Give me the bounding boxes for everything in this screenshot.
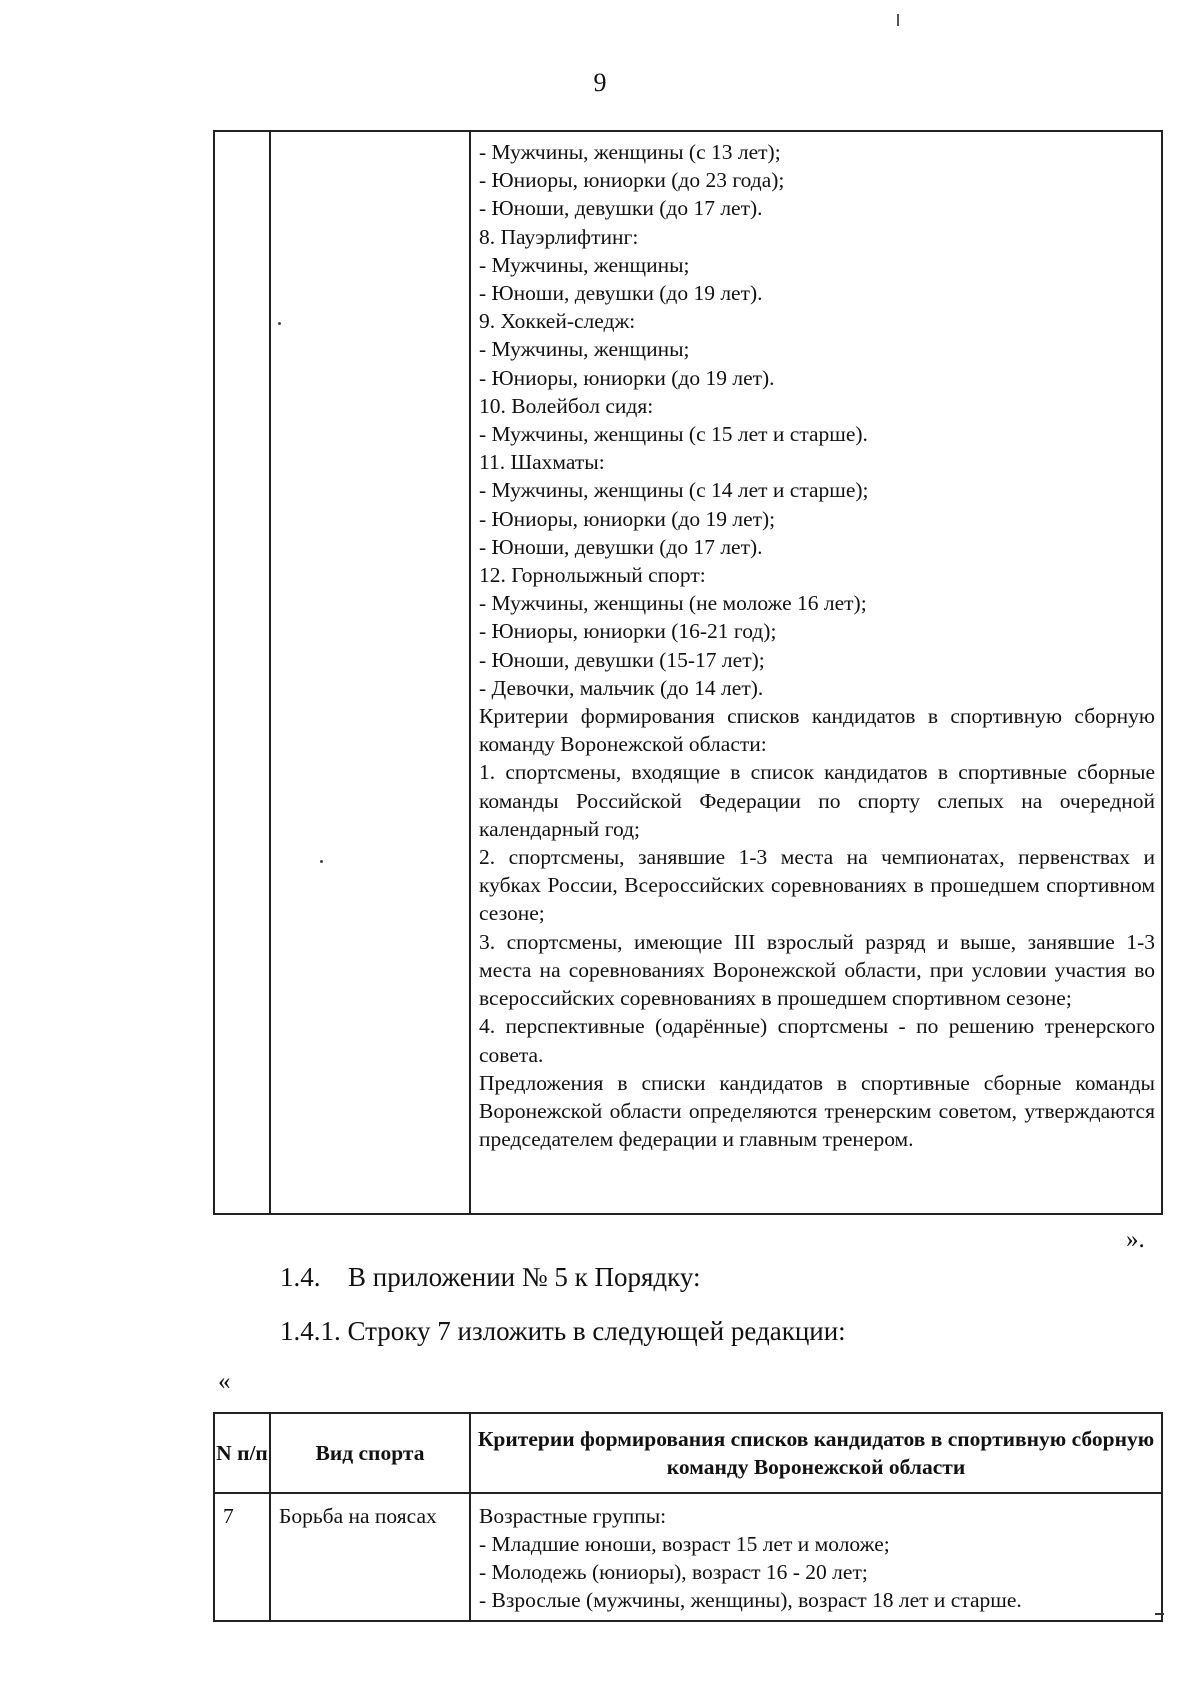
header-sport: Вид спорта: [270, 1413, 470, 1493]
clause-number: 1.4.: [280, 1262, 321, 1292]
text-line: 9. Хоккей-следж:: [479, 309, 636, 334]
table-row: [214, 131, 1162, 1214]
text-line: - Юноши, девушки (15-17 лет);: [479, 647, 765, 672]
text-line: - Юноши, девушки (до 17 лет).: [479, 196, 763, 221]
row-sport: Борьба на поясах: [270, 1493, 470, 1621]
header-criteria: Критерии формирования списков кандидатов в спортивную сборную команду Воронежской области: [470, 1413, 1162, 1493]
scan-mark: [1155, 1613, 1164, 1615]
criteria-item-3: 3. спортсмены, имеющие III взрослый разряд и выше, занявшие 1-3 места на соревнованиях Воронежской области, при условии участия во всероссийских соревнованиях в прошедшем спортивном сезоне;: [479, 929, 1155, 1011]
text-line: - Мужчины, женщины;: [479, 252, 690, 277]
text-line: - Мужчины, женщины (с 14 лет и старше);: [479, 478, 869, 503]
text-line: - Мужчины, женщины;: [479, 337, 690, 362]
text-line: - Девочки, мальчик (до 14 лет).: [479, 675, 764, 700]
text-line: - Юниоры, юниорки (16-21 год);: [479, 619, 777, 644]
proposals-paragraph: Предложения в списки кандидатов в спортивные сборные команды Воронежской области определяются тренерским советом, утверждаются председателем федерации и главным тренером.: [479, 1070, 1155, 1152]
text-line: - Мужчины, женщины (не моложе 16 лет);: [479, 591, 867, 616]
table-header-row: [214, 1413, 1162, 1493]
text-line: - Юноши, девушки (до 19 лет).: [479, 281, 763, 306]
criteria-table-row7: [213, 1412, 1163, 1622]
text-line: 11. Шахматы:: [479, 450, 605, 475]
criteria-item-4: 4. перспективные (одарённые) спортсмены - по решению тренерского совета.: [479, 1014, 1155, 1067]
text-line: 10. Волейбол сидя:: [479, 393, 654, 418]
row-number: 7: [214, 1493, 270, 1621]
criteria-intro: Критерии формирования списков кандидатов в спортивную сборную команду Воронежской области:: [479, 704, 1155, 757]
text-line: - Юниоры, юниорки (до 23 года);: [479, 168, 785, 193]
header-number: N п/п: [214, 1413, 270, 1493]
sport-cell: [270, 131, 470, 1214]
text-line: - Мужчины, женщины (с 15 лет и старше).: [479, 422, 868, 447]
text-line: 8. Пауэрлифтинг:: [479, 224, 639, 249]
row-criteria: [470, 1493, 1162, 1621]
table-row: [214, 1493, 1162, 1621]
text-line: Возрастные группы:: [479, 1504, 667, 1528]
clause-1-4-1: 1.4.1. Строку 7 изложить в следующей редакции:: [280, 1316, 846, 1346]
criteria-cell: [470, 131, 1162, 1214]
scan-mark: [897, 14, 899, 26]
criteria-item-2: 2. спортсмены, занявшие 1-3 места на чемпионатах, первенствах и кубках России, Всероссийских соревнованиях в прошедшем спортивном сезоне;: [479, 845, 1155, 926]
text-line: - Юниоры, юниорки (до 19 лет);: [479, 506, 776, 531]
number-cell: [214, 131, 270, 1214]
text-line: - Юноши, девушки (до 17 лет).: [479, 534, 763, 559]
text-line: 12. Горнолыжный спорт:: [479, 563, 706, 588]
page-number: 9: [593, 68, 607, 97]
closing-quote: ».: [1126, 1226, 1145, 1253]
clause-1-4: [280, 1262, 701, 1293]
opening-quote: «: [218, 1368, 231, 1395]
text-line: - Юниоры, юниорки (до 19 лет).: [479, 365, 775, 390]
text-line: - Мужчины, женщины (с 13 лет);: [479, 140, 781, 164]
text-line: - Взрослые (мужчины, женщины), возраст 18 лет и старше.: [479, 1588, 1022, 1612]
criteria-item-1: 1. спортсмены, входящие в список кандидатов в спортивные сборные команды Российской Федерации по спорту слепых на очередной календарный год;: [479, 760, 1155, 841]
text-line: - Младшие юноши, возраст 15 лет и моложе;: [479, 1532, 890, 1556]
criteria-table-continuation: [213, 130, 1163, 1215]
text-line: - Молодежь (юниоры), возраст 16 - 20 лет;: [479, 1560, 868, 1584]
clause-text: В приложении № 5 к Порядку:: [348, 1262, 701, 1292]
